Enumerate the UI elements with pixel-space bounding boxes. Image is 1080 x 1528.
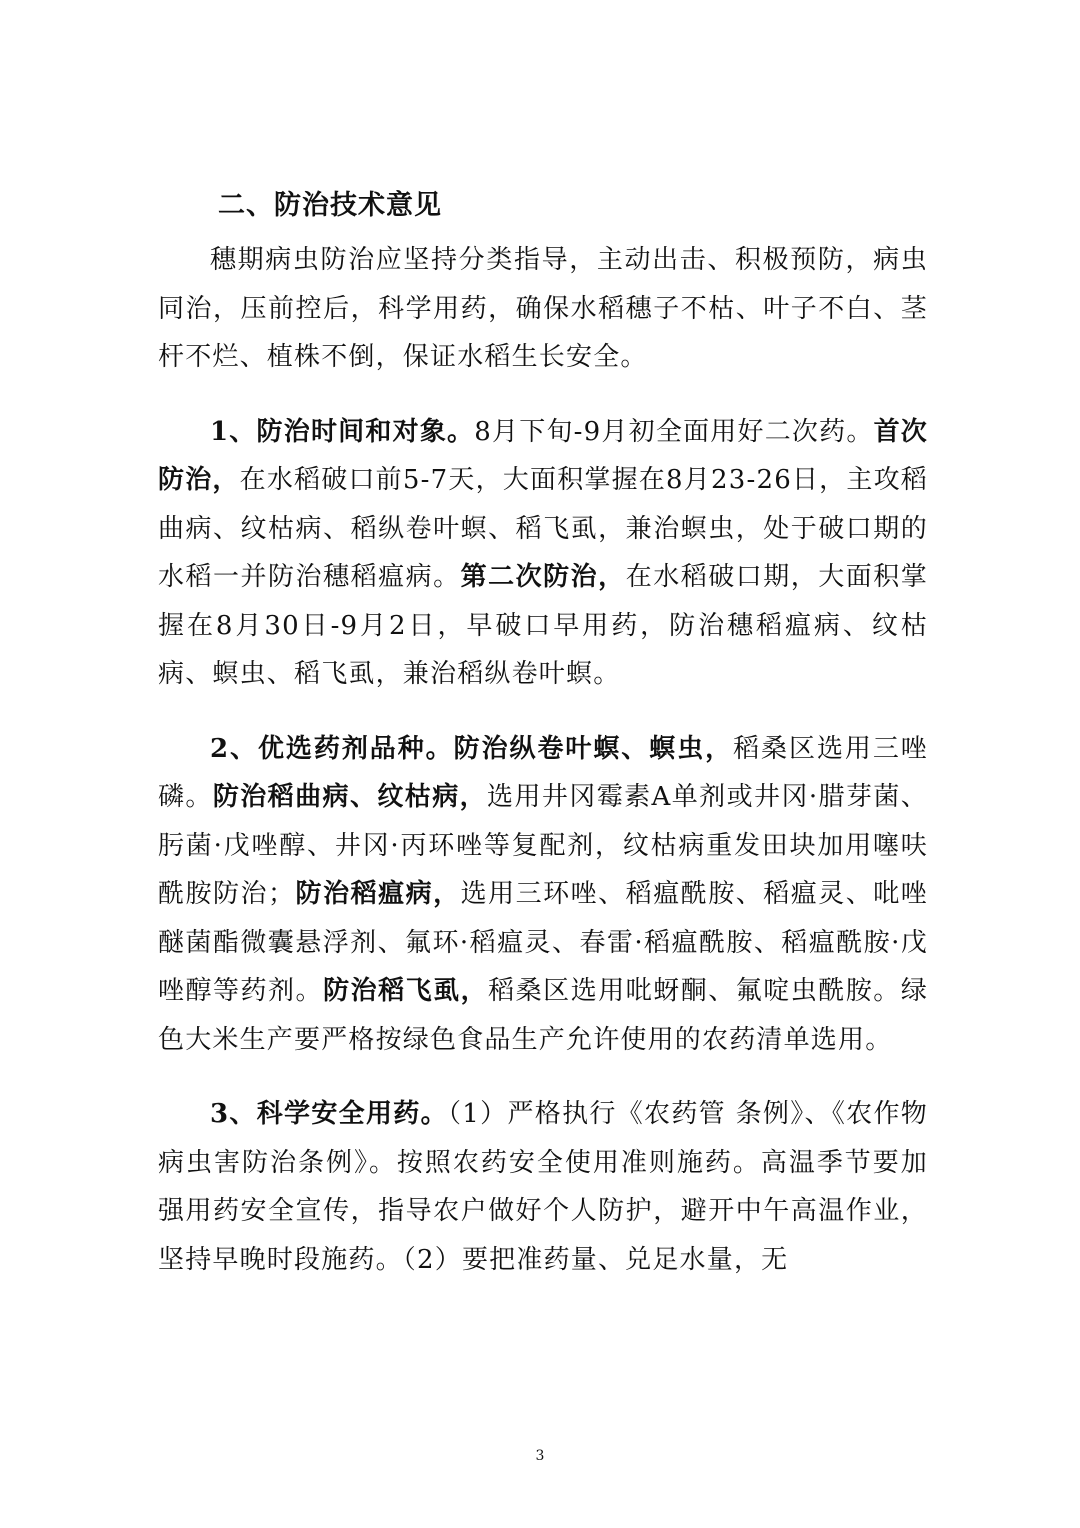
pesticides-label: 2、优选药剂品种。: [210, 733, 454, 764]
section-heading: 二、防治技术意见: [218, 190, 442, 221]
safe-use-text: （1）严格执行《农药管 条例》、《农作物病虫害防治条例》。按照农药安全使用准则施药。高温季节要加强用药安全宣传，指导农户做好个人防护，避开中午高温作业，坚持早晚时段施药。（2）要把准药量、兑足水量，无: [158, 1099, 928, 1275]
leafroller-label: 防治纵卷叶螟、螟虫，: [453, 733, 734, 764]
first-control-label: 首次防治，: [158, 416, 929, 495]
timing-label: 1、防治时间和对象。: [210, 416, 475, 447]
planthopper-label: 防治稻飞虱，: [323, 976, 489, 1006]
safe-use-label: 3、科学安全用药。: [210, 1099, 448, 1129]
paragraph-pesticides: [158, 725, 928, 1065]
paragraph-safe-use: [158, 1090, 928, 1284]
planthopper-text: 稻桑区选用吡蚜酮、氟啶虫酰胺。绿色大米生产要严格按绿色食品生产允许使用的农药清单选用。: [158, 976, 929, 1055]
leafroller-text: 稻桑区选用三唑磷。: [158, 733, 928, 812]
intro-paragraph: 穗期病虫防治应坚持分类指导，主动出击、积极预防，病虫同治，压前控后，科学用药，确保水稻穗子不枯、叶子不白、茎杆不烂、植株不倒，保证水稻生长安全。: [158, 245, 928, 372]
page-content: [158, 190, 928, 1310]
paragraph-timing: [158, 408, 928, 699]
first-control-text: 在水稻破口前5-7天，大面积掌握在8月23-26日，主攻稻曲病、纹枯病、稻纵卷叶螟、稻飞虱，兼治螟虫，处于破口期的水稻一并防治穗稻瘟病。: [158, 465, 928, 592]
second-control-text: 在水稻破口期，大面积掌握在8月30日-9月2日，早破口早用药，防治穗稻瘟病、纹枯病、螟虫、稻飞虱，兼治稻纵卷叶螟。: [158, 562, 929, 689]
blast-label: 防治稻瘟病，: [295, 879, 461, 909]
false-smut-label: 防治稻曲病、纹枯病，: [212, 782, 488, 812]
false-smut-text: 选用井冈霉素A单剂或井冈·腊芽菌、肟菌·戊唑醇、井冈·丙环唑等复配剂，纹枯病重发田块加用噻呋酰胺防治；: [158, 782, 928, 909]
timing-text: 8月下旬-9月初全面用好二次药。: [474, 416, 874, 447]
second-control-label: 第二次防治，: [460, 562, 626, 592]
page-number: 3: [535, 1448, 545, 1464]
blast-text: 选用三环唑、稻瘟酰胺、稻瘟灵、吡唑醚菌酯微囊悬浮剂、氟环·稻瘟灵、春雷·稻瘟酰胺、稻瘟酰胺·戊唑醇等药剂。: [158, 879, 928, 1006]
